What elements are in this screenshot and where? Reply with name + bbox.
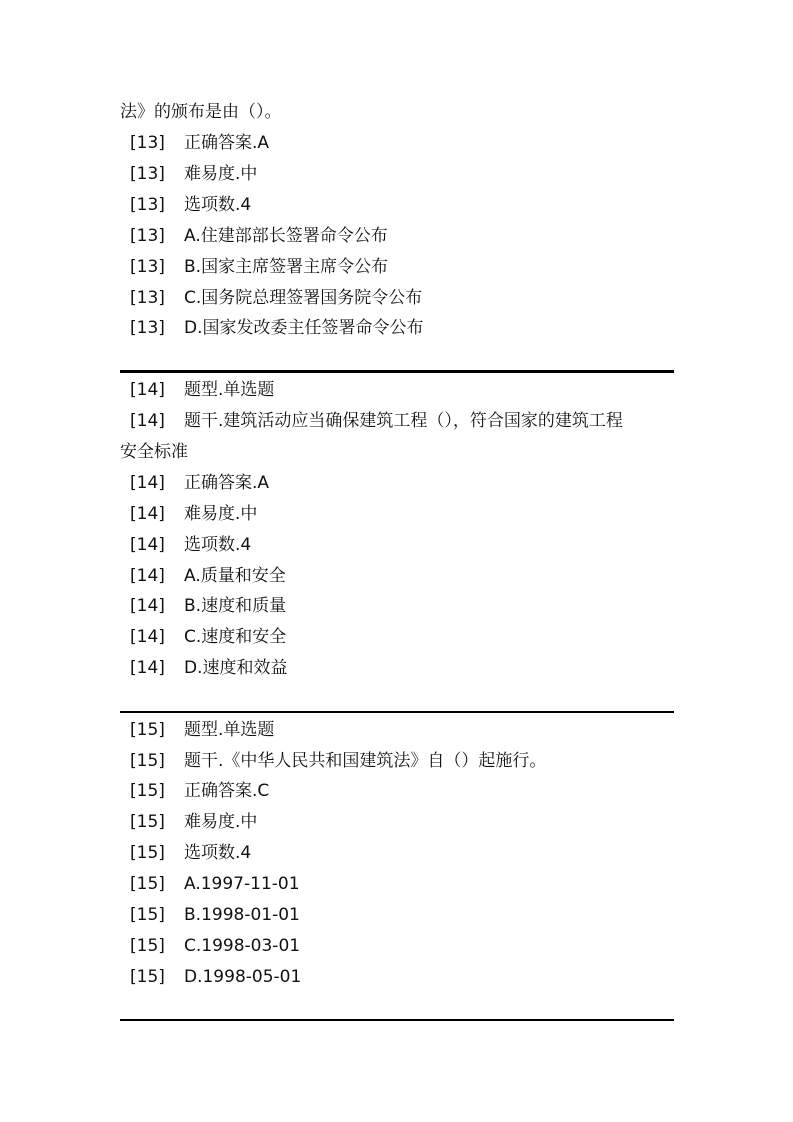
q14-type-line: [120, 379, 274, 401]
q14-stem-cont: 安全标准: [120, 442, 188, 462]
q14-option-text: A.质量和安全: [184, 566, 286, 586]
q15-answer: 正确答案.C: [184, 781, 270, 801]
separator-rule: [120, 1019, 674, 1021]
q15-tag: [15]: [130, 936, 165, 956]
separator-rule: [120, 370, 674, 373]
q15-tag: [15]: [130, 905, 165, 925]
q13-option-count: 选项数.4: [184, 195, 252, 215]
q15-stem-line: [120, 750, 546, 772]
q13-option-count-line: [120, 194, 251, 216]
q14-difficulty: 难易度.中: [184, 504, 258, 524]
q15-option-text: D.1998-05-01: [184, 967, 302, 987]
q13-stem-continuation: [120, 101, 282, 123]
q13-tag: [13]: [130, 195, 165, 215]
q15-difficulty: 难易度.中: [184, 812, 258, 832]
q15-tag: [15]: [130, 843, 165, 863]
q14-stem-continuation: [120, 441, 188, 463]
q15-option-count-line: [120, 842, 251, 864]
q15-answer-line: [120, 780, 269, 802]
q14-tag: [14]: [130, 473, 165, 493]
q14-tag: [14]: [130, 658, 165, 678]
q15-tag: [15]: [130, 812, 165, 832]
q14-option-b: [120, 595, 286, 617]
q13-tag: [13]: [130, 288, 165, 308]
q14-option-text: C.速度和安全: [184, 627, 287, 647]
q13-option-d: [120, 317, 424, 339]
q14-option-c: [120, 626, 286, 648]
q14-tag: [14]: [130, 504, 165, 524]
q15-tag: [15]: [130, 720, 165, 740]
q14-tag: [14]: [130, 411, 165, 431]
q13-option-text: C.国务院总理签署国务院令公布: [184, 288, 423, 308]
q14-tag: [14]: [130, 566, 165, 586]
q15-option-text: A.1997-11-01: [184, 874, 300, 894]
separator-rule: [120, 711, 674, 713]
q14-difficulty-line: [120, 503, 257, 525]
q15-option-count: 选项数.4: [184, 843, 252, 863]
q14-tag: [14]: [130, 535, 165, 555]
q14-option-a: [120, 565, 286, 587]
q13-option-text: D.国家发改委主任签署命令公布: [184, 318, 424, 338]
q13-difficulty-line: [120, 163, 257, 185]
q13-option-b: [120, 256, 388, 278]
q15-option-text: C.1998-03-01: [184, 936, 301, 956]
q15-option-c: [120, 935, 300, 957]
q15-option-b: [120, 904, 300, 926]
q15-type: 题型.单选题: [184, 720, 275, 740]
q13-answer-line: [120, 132, 269, 154]
q15-tag: [15]: [130, 874, 165, 894]
q14-tag: [14]: [130, 627, 165, 647]
q13-tag: [13]: [130, 257, 165, 277]
q15-option-d: [120, 966, 301, 988]
q15-difficulty-line: [120, 811, 257, 833]
q14-option-text: D.速度和效益: [184, 658, 288, 678]
q13-option-text: B.国家主席签署主席令公布: [184, 257, 389, 277]
q15-tag: [15]: [130, 967, 165, 987]
q15-option-a: [120, 873, 300, 895]
q14-answer-line: [120, 472, 269, 494]
q13-tag: [13]: [130, 226, 165, 246]
q14-stem-line: [120, 410, 623, 432]
q13-tag: [13]: [130, 164, 165, 184]
q13-option-c: [120, 287, 422, 309]
q13-option-a: [120, 225, 388, 247]
q13-difficulty: 难易度.中: [184, 164, 258, 184]
q13-answer: 正确答案.A: [184, 133, 270, 153]
q14-tag: [14]: [130, 380, 165, 400]
q15-tag: [15]: [130, 781, 165, 801]
q14-option-text: B.速度和质量: [184, 596, 287, 616]
q14-option-count-line: [120, 534, 251, 556]
q14-option-d: [120, 657, 288, 679]
q15-type-line: [120, 719, 274, 741]
q14-stem: 题干.建筑活动应当确保建筑工程（），符合国家的建筑工程: [184, 411, 623, 431]
q13-tag: [13]: [130, 318, 165, 338]
q13-tag: [13]: [130, 133, 165, 153]
q13-stem-text: 法》的颁布是由（）。: [120, 102, 282, 122]
q15-stem: 题干.《中华人民共和国建筑法》自（）起施行。: [184, 751, 547, 771]
q15-tag: [15]: [130, 751, 165, 771]
q13-option-text: A.住建部部长签署命令公布: [184, 226, 388, 246]
q14-option-count: 选项数.4: [184, 535, 252, 555]
q14-tag: [14]: [130, 596, 165, 616]
q15-option-text: B.1998-01-01: [184, 905, 300, 925]
q14-type: 题型.单选题: [184, 380, 275, 400]
q14-answer: 正确答案.A: [184, 473, 270, 493]
